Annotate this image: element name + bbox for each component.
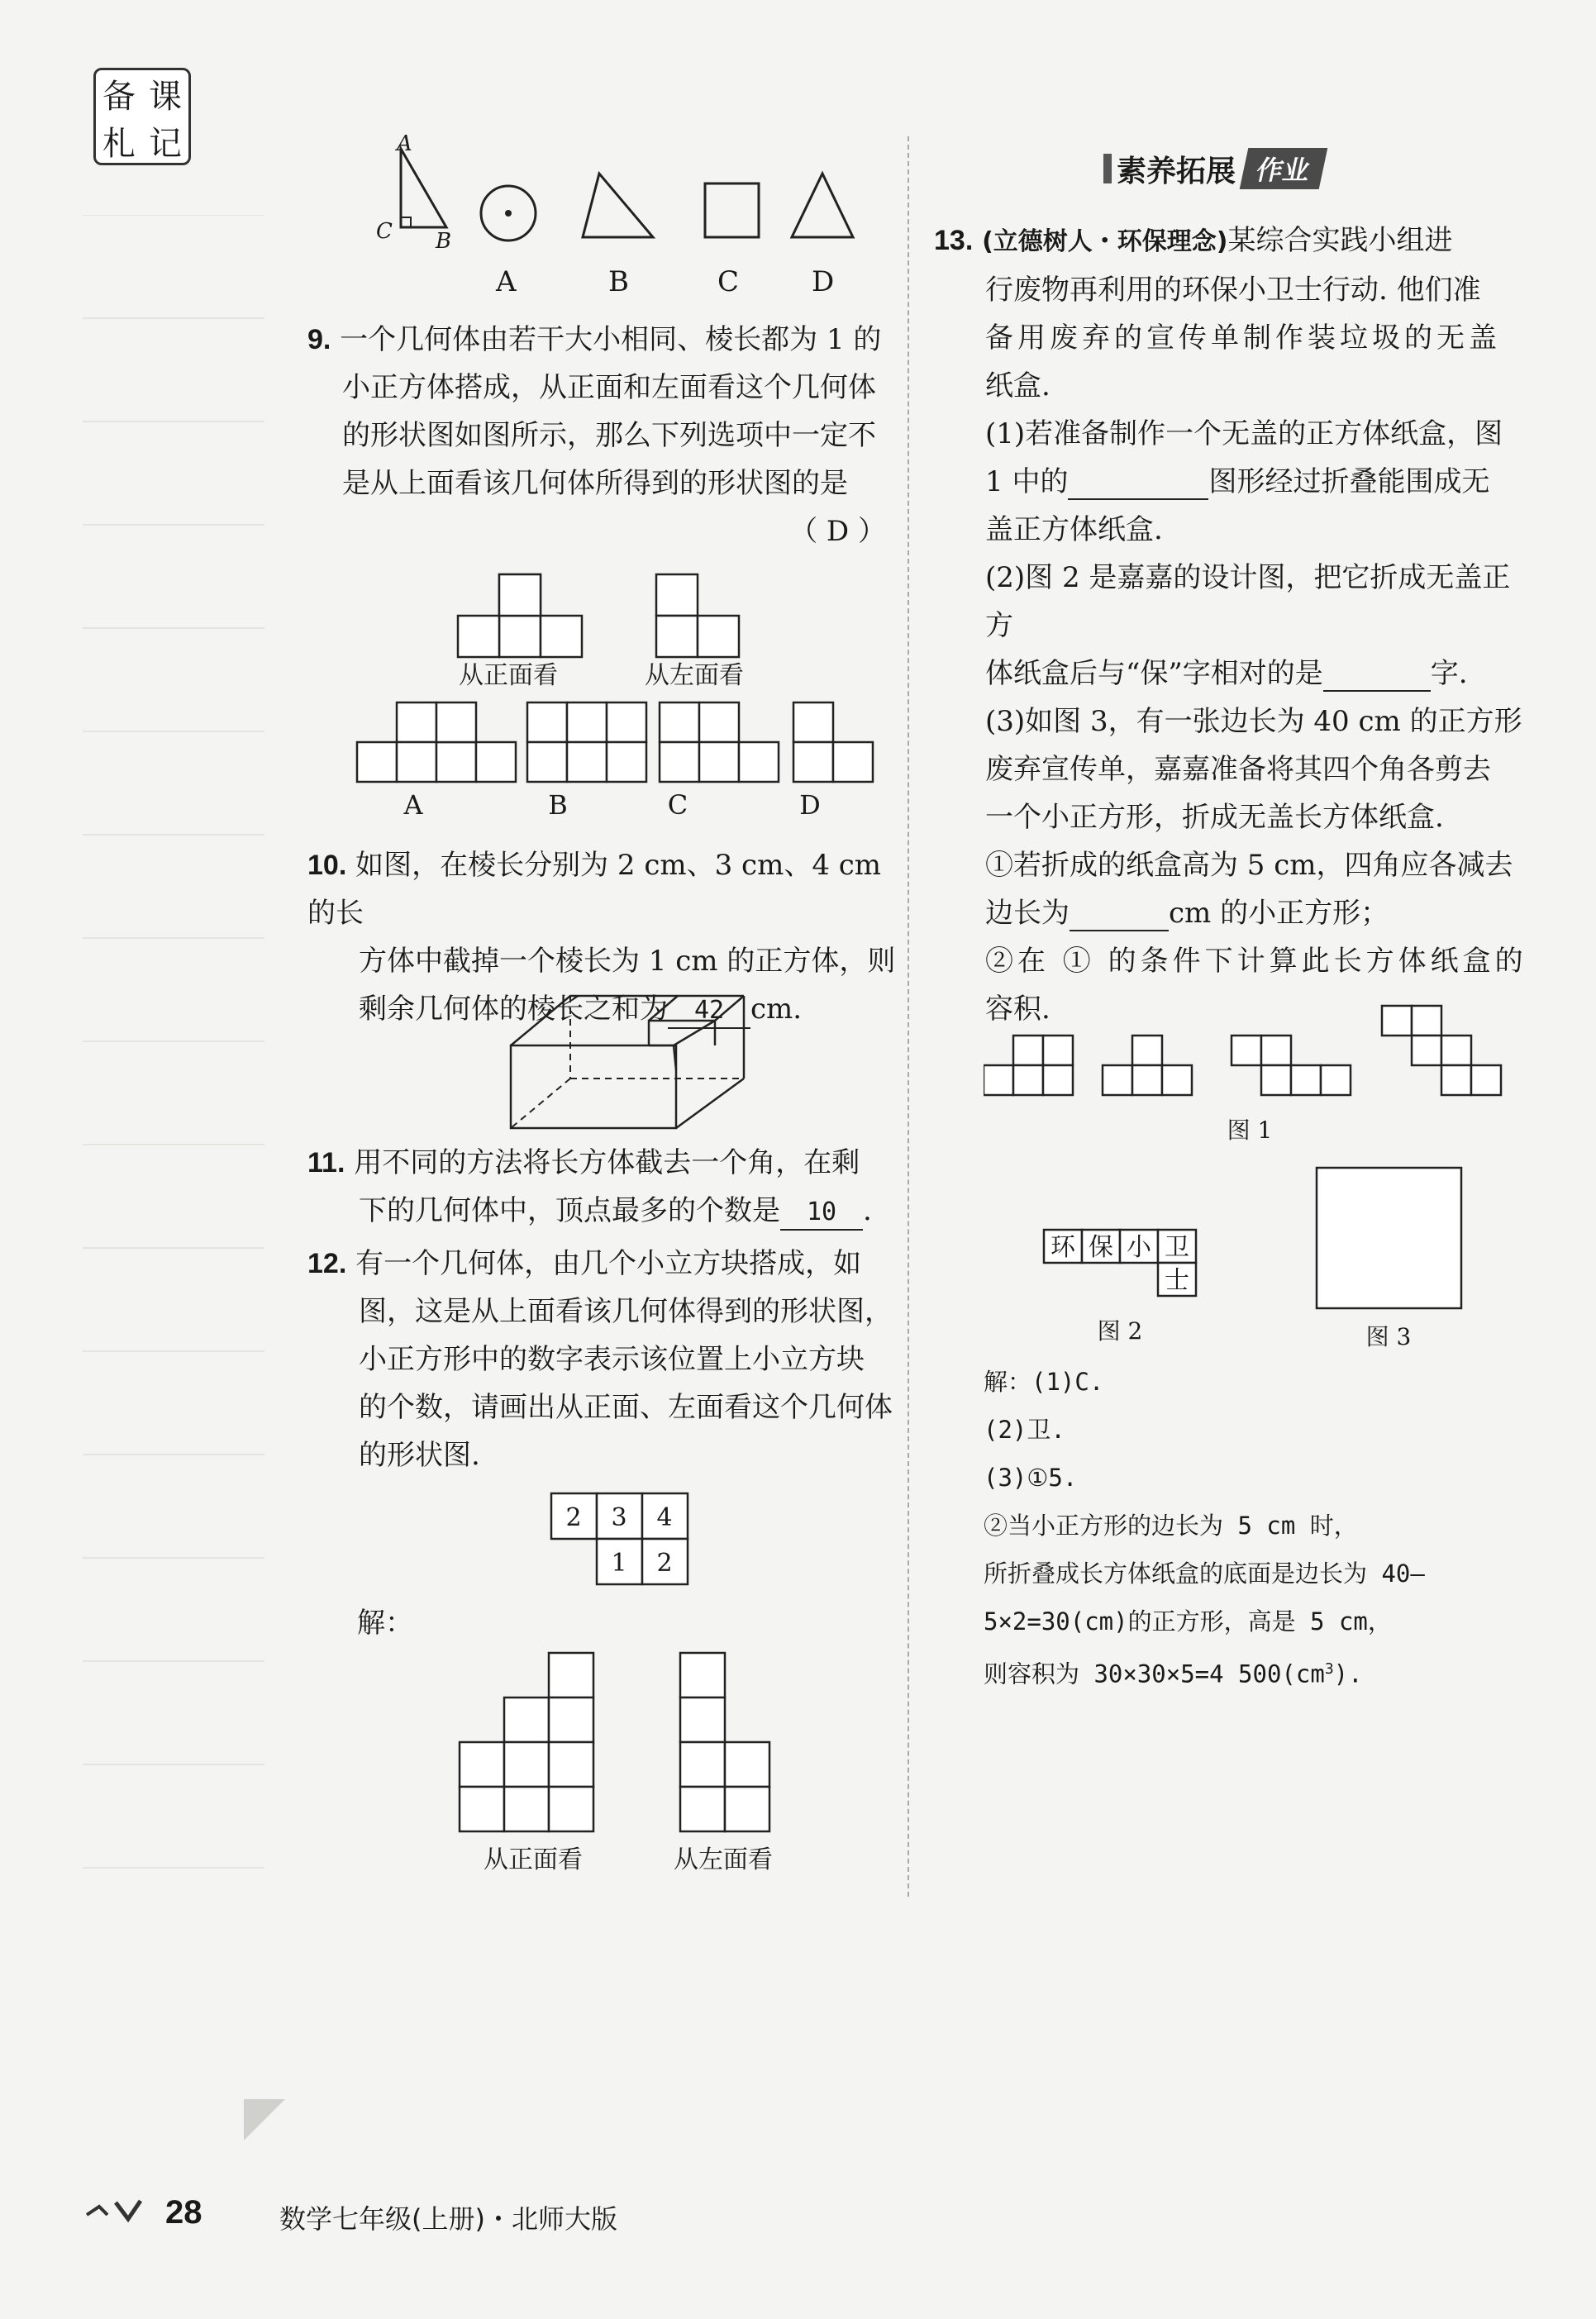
question-text: 是从上面看该几何体所得到的形状图的是 xyxy=(342,467,848,500)
net-d xyxy=(1382,1006,1501,1095)
solution-line: 5×2=30(cm)的正方形，高是 5 cm， xyxy=(984,1607,1392,1636)
q10-cuboid-figure xyxy=(504,988,752,1136)
net-c xyxy=(1232,1036,1351,1095)
option-b-triangle xyxy=(583,174,653,237)
question-text: (3)如图 3，有一张边长为 40 cm 的正方形 xyxy=(985,705,1522,738)
option-c-square xyxy=(705,183,759,237)
grid-count: 2 xyxy=(656,1549,673,1578)
net-a xyxy=(984,1036,1073,1095)
margin-note-lines xyxy=(83,215,273,2074)
question-text: 小正方形中的数字表示该位置上小立方块 xyxy=(359,1343,865,1376)
view-label: 从左面看 xyxy=(645,661,744,690)
question-text: 剩余几何体的棱长之和为 xyxy=(359,993,668,1026)
q12-solution-figure xyxy=(455,1649,785,1888)
q12-solution-label: 解： xyxy=(357,1607,413,1640)
solution-line: 解：(1)C. xyxy=(984,1368,1104,1396)
question-text: 某综合实践小组进 xyxy=(1227,224,1453,257)
option-d-shape xyxy=(793,702,873,782)
left-view xyxy=(656,574,739,657)
question-text: cm 的小正方形； xyxy=(1169,897,1389,930)
grid-count: 2 xyxy=(565,1503,582,1532)
question-text: (1)若准备制作一个无盖的正方体纸盒，图 xyxy=(985,417,1503,450)
margin-note-char: 课 xyxy=(149,78,182,116)
question-11 xyxy=(307,1139,903,1235)
question-text: 体纸盒后与“保”字相对的是 xyxy=(985,657,1323,690)
grid-count: 3 xyxy=(611,1503,627,1532)
question-text: 纸盒. xyxy=(985,369,1051,402)
net-char: 环 xyxy=(1051,1233,1075,1262)
q8-figure xyxy=(364,132,876,314)
view-label: 从正面看 xyxy=(459,661,558,690)
option-label: C xyxy=(717,265,740,298)
question-number: 9. xyxy=(307,324,331,355)
option-d-triangle xyxy=(792,174,853,237)
question-text: 图，这是从上面看该几何体得到的形状图， xyxy=(359,1295,893,1328)
q13-solution xyxy=(984,1358,1546,1698)
option-label: D xyxy=(799,789,821,821)
q9-views-figure xyxy=(347,566,901,831)
page-number: 28 xyxy=(165,2194,202,2231)
answer-blank: 10 xyxy=(780,1196,863,1231)
view-label: 从正面看 xyxy=(484,1845,583,1874)
question-13 xyxy=(934,217,1529,1033)
section-tag: 作业 xyxy=(1240,148,1328,189)
net-char: 士 xyxy=(1165,1266,1189,1295)
section-header xyxy=(1103,149,1323,188)
option-label: B xyxy=(608,265,629,298)
question-number: 13. xyxy=(934,225,974,256)
grid-count: 4 xyxy=(656,1503,673,1532)
question-text: 下的几何体中，顶点最多的个数是 xyxy=(359,1194,780,1227)
option-a-shape xyxy=(357,702,516,782)
margin-note-char: 备 xyxy=(102,78,136,116)
net-char: 小 xyxy=(1127,1233,1151,1262)
answer-blank xyxy=(1323,657,1431,692)
left-view-solution xyxy=(680,1653,769,1831)
q13-figure-1 xyxy=(984,996,1513,1153)
option-c-shape xyxy=(660,702,779,782)
question-text: . xyxy=(863,1194,872,1227)
question-text: 一个小正方形，折成无盖长方体纸盒. xyxy=(985,801,1444,834)
front-view-bottom xyxy=(499,574,541,616)
question-text: 一个几何体由若干大小相同、棱长都为 1 的 xyxy=(340,323,882,356)
question-text: 的形状图. xyxy=(359,1439,480,1472)
net-char: 保 xyxy=(1089,1233,1113,1262)
footer-bird-icon xyxy=(83,2194,149,2236)
net-char: 卫 xyxy=(1165,1233,1189,1262)
solution-line: ②当小正方形的边长为 5 cm 时， xyxy=(984,1512,1358,1540)
decorative-triangle-icon xyxy=(240,2095,289,2145)
grid-count: 1 xyxy=(611,1549,627,1578)
margin-note-char: 记 xyxy=(149,125,182,163)
answer-blank: 42 xyxy=(668,994,750,1029)
question-text: 字. xyxy=(1430,657,1468,690)
option-b-shape xyxy=(527,702,646,782)
question-text: 备用废弃的宣传单制作装垃圾的无盖 xyxy=(985,321,1501,355)
margin-note-char: 札 xyxy=(102,125,136,163)
circle-center-dot xyxy=(505,210,512,217)
question-text: 用不同的方法将长方体截去一个角，在剩 xyxy=(354,1146,860,1179)
question-text: ②在 ① 的条件下计算此长方体纸盒的 xyxy=(985,945,1527,978)
solution-line: 所折叠成长方体纸盒的底面是边长为 40— xyxy=(984,1559,1425,1588)
question-text: cm. xyxy=(750,993,803,1026)
option-label: A xyxy=(496,265,517,298)
question-text: (2)图 2 是嘉嘉的设计图，把它折成无盖正方 xyxy=(985,561,1511,642)
question-text: 有一个几何体，由几个小立方块搭成，如 xyxy=(355,1247,862,1280)
question-number: 10. xyxy=(307,850,347,881)
question-text: 图形经过折叠能围成无 xyxy=(1208,465,1490,498)
vertex-label: A xyxy=(397,132,412,156)
question-text: 如图，在棱长分别为 2 cm、3 cm、4 cm 的长 xyxy=(307,849,882,930)
question-text: 盖正方体纸盒. xyxy=(985,513,1163,546)
answer-choice: （ D ） xyxy=(789,515,886,548)
answer-blank xyxy=(1068,465,1208,500)
question-text: 方体中截掉一个棱长为 1 cm 的正方体，则 xyxy=(359,945,896,978)
q13-figure-3 xyxy=(1310,1161,1475,1351)
margin-note-badge xyxy=(93,68,191,165)
question-text: ①若折成的纸盒高为 5 cm，四角应各减去 xyxy=(985,849,1513,882)
answer-blank xyxy=(1070,897,1169,931)
question-text: 行废物再利用的环保小卫士行动. 他们准 xyxy=(985,274,1481,307)
option-label: D xyxy=(812,265,835,298)
option-label: C xyxy=(667,789,688,821)
view-label: 从左面看 xyxy=(674,1845,773,1874)
solution-line: (2)卫. xyxy=(984,1416,1065,1444)
figure-label: 图 3 xyxy=(1365,1323,1412,1350)
question-text: 小正方体搭成，从正面和左面看这个几何体 xyxy=(342,371,876,404)
solution-line: ). xyxy=(1333,1659,1363,1688)
superscript: 3 xyxy=(1324,1660,1334,1678)
section-title: 素养拓展 xyxy=(1117,154,1236,188)
q13-figure-2 xyxy=(1037,1223,1236,1347)
option-label: B xyxy=(548,789,568,821)
question-number: 11. xyxy=(307,1147,345,1179)
question-text: 边长为 xyxy=(985,897,1070,930)
question-tag: (立德树人・环保理念) xyxy=(982,227,1228,256)
question-9 xyxy=(307,316,894,555)
front-view-solution xyxy=(460,1653,593,1831)
question-text: 的个数，请画出从正面、左面看这个几何体 xyxy=(359,1391,893,1424)
solution-line: (3)①5. xyxy=(984,1464,1078,1492)
solution-line: 则容积为 30×30×5=4 500(cm xyxy=(984,1659,1325,1688)
figure-label: 图 2 xyxy=(1097,1317,1143,1345)
column-divider xyxy=(908,136,909,1897)
section-marker-icon xyxy=(1103,154,1112,183)
q12-top-view-grid xyxy=(550,1492,698,1591)
question-text: 废弃宣传单，嘉嘉准备将其四个角各剪去 xyxy=(985,753,1491,786)
question-text: 的形状图如图所示，那么下列选项中一定不 xyxy=(342,419,876,452)
question-text: 1 中的 xyxy=(985,465,1069,498)
figure-label: 图 1 xyxy=(1227,1117,1273,1144)
right-angle-mark xyxy=(401,217,411,227)
vertex-label: B xyxy=(436,229,452,254)
question-number: 12. xyxy=(307,1248,347,1279)
triangle-shape xyxy=(401,149,446,227)
book-title: 数学七年级(上册)・北师大版 xyxy=(279,2203,617,2235)
option-label: A xyxy=(403,789,423,821)
vertex-label: C xyxy=(376,219,393,244)
question-12 xyxy=(307,1240,903,1479)
net-b xyxy=(1103,1036,1192,1095)
question-text: 容积. xyxy=(985,993,1051,1026)
